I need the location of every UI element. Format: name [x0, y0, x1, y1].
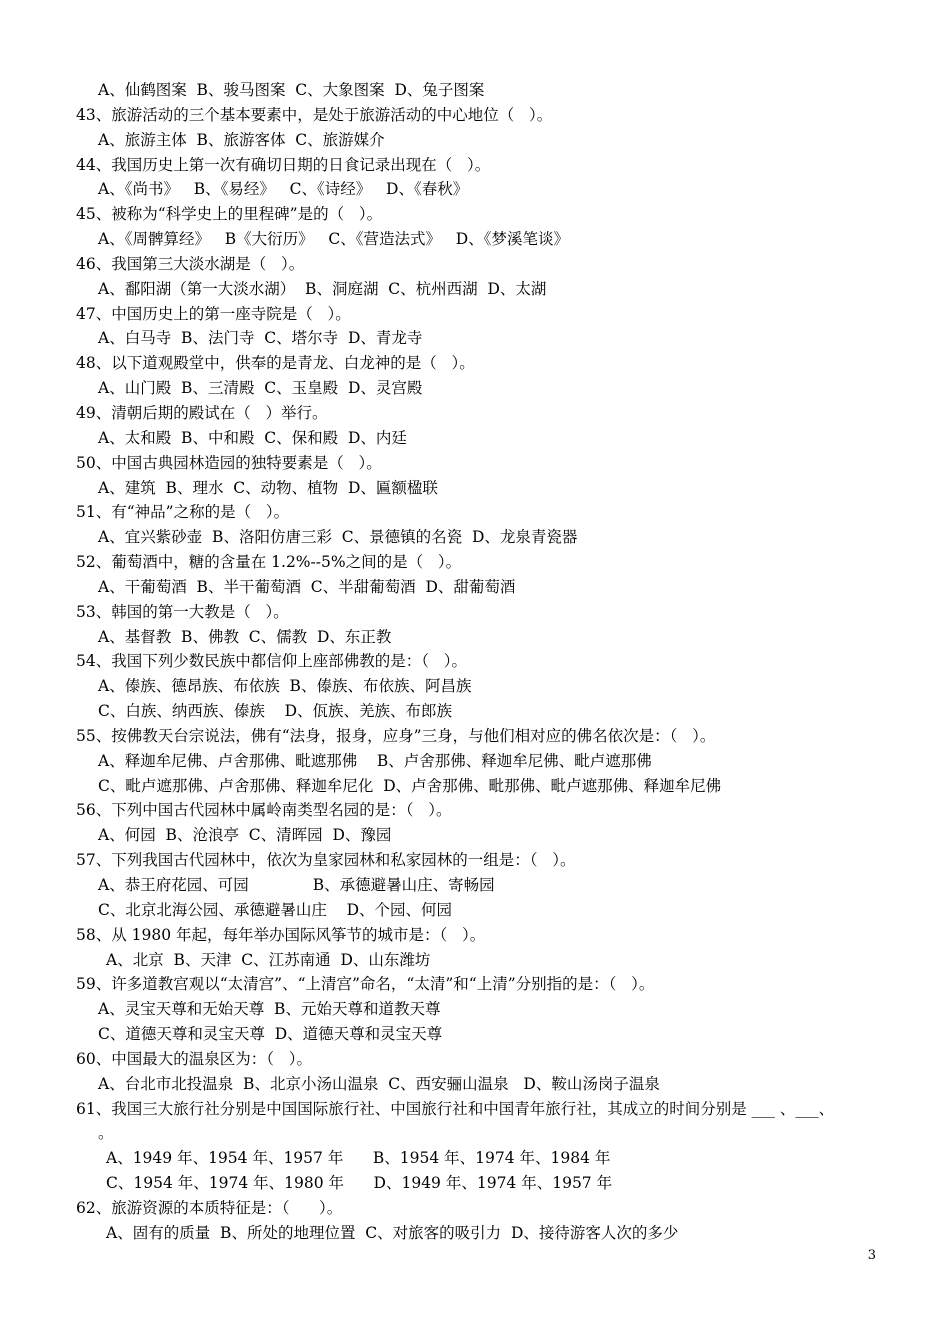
answer-options-line: A、太和殿 B、中和殿 C、保和殿 D、内廷 [98, 428, 407, 447]
answer-options-line: A、干葡萄酒 B、半干葡萄酒 C、半甜葡萄酒 D、甜葡萄酒 [98, 577, 516, 596]
question-line: 61、我国三大旅行社分别是中国国际旅行社、中国旅行社和中国青年旅行社，其成立的时间分别是 ___ 、___、 [76, 1099, 835, 1118]
question-line: 49、清朝后期的殿试在（ ）举行。 [76, 403, 328, 422]
question-line: 53、韩国的第一大教是（ ）。 [76, 602, 289, 621]
answer-options-line: A、北京 B、天津 C、江苏南通 D、山东潍坊 [106, 950, 431, 969]
question-line: 51、有“神品”之称的是（ ）。 [76, 503, 290, 522]
answer-options-line: A、1949 年、1954 年、1957 年 B、1954 年、1974 年、1984 年 [106, 1149, 611, 1168]
page-number: 3 [867, 1248, 876, 1263]
question-line: 55、按佛教天台宗说法，佛有“法身，报身，应身”三身，与他们相对应的佛名依次是：（ ）。 [76, 726, 716, 745]
question-line: 54、我国下列少数民族中都信仰上座部佛教的是：（ ）。 [76, 652, 468, 671]
question-line: 50、中国古典园林造园的独特要素是（ ）。 [76, 453, 382, 472]
question-line: 56、下列中国古代园林中属岭南类型名园的是：（ ）。 [76, 801, 452, 820]
answer-options-line: A、《周髀算经》 B《大衍历》 C、《营造法式》 D、《梦溪笔谈》 [98, 230, 569, 249]
question-line: 45、被称为“科学史上的里程碑”是的（ ）。 [76, 205, 383, 224]
answer-options-line: A、仙鹤图案 B、骏马图案 C、大象图案 D、兔子图案 [98, 81, 485, 99]
answer-options-line: A、恭王府花园、可园 B、承德避暑山庄、寄畅园 [98, 876, 495, 894]
answer-options-line: A、固有的质量 B、所处的地理位置 C、对旅客的吸引力 D、接待游客人次的多少 [106, 1223, 679, 1242]
question-line: 62、旅游资源的本质特征是：（ ）。 [76, 1198, 343, 1217]
answer-options-line: 。 [98, 1124, 114, 1143]
answer-options-line: A、基督教 B、佛教 C、儒教 D、东正教 [98, 627, 392, 646]
answer-options-line: A、释迦牟尼佛、卢舍那佛、毗遮那佛 B、卢舍那佛、释迦牟尼佛、毗卢遮那佛 [98, 751, 652, 770]
question-line: 57、下列我国古代园林中，依次为皇家园林和私家园林的一组是：（ ）。 [76, 851, 576, 870]
answer-options-line: A、宜兴紫砂壶 B、洛阳仿唐三彩 C、景德镇的名瓷 D、龙泉青瓷器 [98, 528, 578, 547]
question-line: 43、旅游活动的三个基本要素中，是处于旅游活动的中心地位（ ）。 [76, 105, 553, 124]
question-line: 59、许多道教宫观以“太清宫”、“上清宫”命名，“太清”和“上清”分别指的是：（ ）。 [76, 975, 655, 994]
question-line: 48、以下道观殿堂中，供奉的是青龙、白龙神的是（ ）。 [76, 354, 475, 373]
question-line: 44、我国历史上第一次有确切日期的日食记录出现在（ ）。 [76, 155, 491, 174]
answer-options-line: A、白马寺 B、法门寺 C、塔尔寺 D、青龙寺 [98, 329, 423, 348]
answer-options-line: A、傣族、德昂族、布依族 B、傣族、布依族、阿昌族 [98, 677, 472, 696]
answer-options-line: A、台北市北投温泉 B、北京小汤山温泉 C、西安骊山温泉 D、鞍山汤岗子温泉 [98, 1074, 660, 1093]
question-line: 47、中国历史上的第一座寺院是（ ）。 [76, 304, 351, 323]
answer-options-line: A、鄱阳湖（第一大淡水湖） B、洞庭湖 C、杭州西湖 D、太湖 [98, 279, 547, 298]
answer-options-line: C、北京北海公园、承德避暑山庄 D、个园、何园 [98, 900, 452, 919]
question-line: 46、我国第三大淡水湖是（ ）。 [76, 254, 305, 273]
answer-options-line: A、旅游主体 B、旅游客体 C、旅游媒介 [98, 130, 385, 149]
answer-options-line: C、毗卢遮那佛、卢舍那佛、释迦牟尼化 D、卢舍那佛、毗那佛、毗卢遮那佛、释迦牟尼佛 [98, 776, 722, 795]
answer-options-line: A、山门殿 B、三清殿 C、玉皇殿 D、灵宫殿 [98, 379, 423, 398]
answer-options-line: A、何园 B、沧浪亭 C、清晖园 D、豫园 [98, 826, 392, 845]
answer-options-line: A、灵宝天尊和无始天尊 B、元始天尊和道教天尊 [98, 1000, 441, 1019]
answer-options-line: A、建筑 B、理水 C、动物、植物 D、匾额楹联 [98, 478, 438, 497]
question-line: 58、从 1980 年起，每年举办国际风筝节的城市是：（ ）。 [76, 925, 486, 944]
answer-options-line: C、1954 年、1974 年、1980 年 D、1949 年、1974 年、1957 年 [106, 1174, 613, 1193]
question-list [0, 78, 950, 1246]
question-line: 52、葡萄酒中，糖的含量在 1.2%--5%之间的是（ ）。 [76, 553, 462, 572]
question-line: 60、中国最大的温泉区为：（ ）。 [76, 1049, 313, 1068]
answer-options-line: A、《尚书》 B、《易经》 C、《诗经》 D、《春秋》 [98, 180, 469, 199]
answer-options-line: C、白族、纳西族、傣族 D、佤族、羌族、布郎族 [98, 702, 452, 721]
answer-options-line: C、道德天尊和灵宝天尊 D、道德天尊和灵宝天尊 [98, 1025, 443, 1044]
